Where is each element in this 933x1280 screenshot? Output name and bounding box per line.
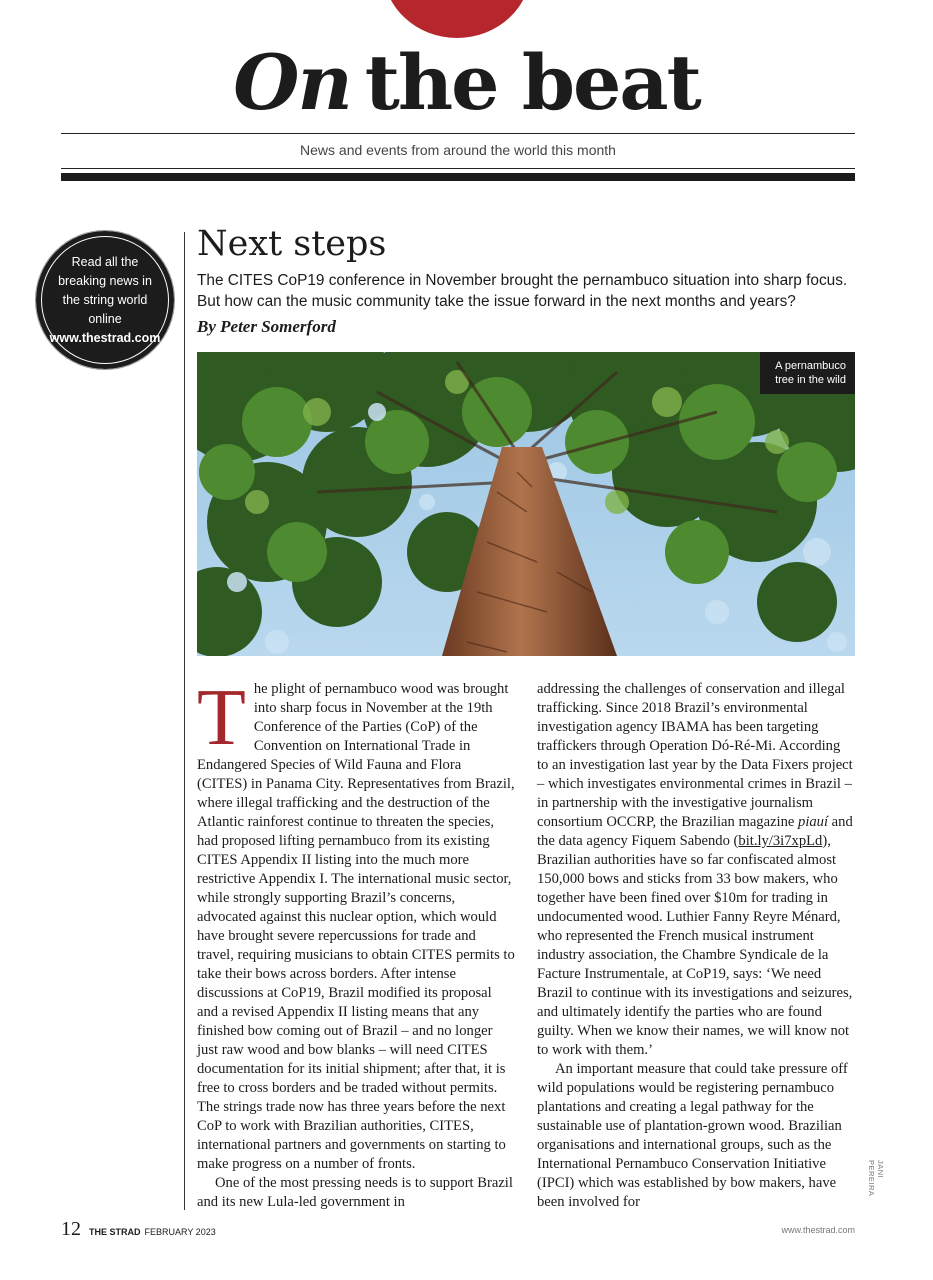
photo-credit: JANI PEREIRA bbox=[867, 1160, 885, 1197]
masthead-rule-thick bbox=[61, 173, 855, 181]
col2-paragraph-2: An important measure that could take pressure off wild populations would be registering pernambuco plantations and creating a legal pathway for the sustainable use of plantation-grown wood. Brazilian organisations and international groups, such as the International Pernambuco Conservation Initiative (IPCI) which was established by bow makers, have been involved for bbox=[537, 1061, 848, 1210]
section-masthead bbox=[0, 38, 933, 128]
col2-paragraph-1 bbox=[537, 680, 855, 1060]
page-folio bbox=[61, 1218, 216, 1241]
col1-paragraph-1: he plight of pernambuco wood was brought into sharp focus in November at the 19th Conference of the Parties (CoP) of the Convention on International Trade in Endangered Species of Wild Fauna and Flora (CITES) in Panama City. Representatives from Brazil, where illegal trafficking and the destruction of the Atlantic rainforest continue to threaten the species, had proposed lifting pernambuco from its existing CITES Appendix II listing into the much more restrictive Appendix I. The international music sector, while strongly supporting Brazil’s concerns, advocated against this nuclear option, which would have brought severe repercussions for trade and travel, requiring musicians to obtain CITES permits to take their bows across borders. After intense discussions at CoP19, Brazil modified its proposal and a revised Appendix II listing means that any finished bow coming out of Brazil – and no longer just raw wood and bow blanks – will need CITES documentation for its initial shipment; after that, it is free to cross borders and be traded without permits. The strings trade now has three years before the next CoP to work with Brazilian authorities, CITES, international partners and governments on starting to make progress on a number of fronts. bbox=[197, 681, 515, 1172]
col2-p1-part-c: ), Brazilian authorities have so far confiscated almost 150,000 bows and sticks from 33 bow makers, who together have been fined over $10m for trading in undocumented wood. Luthier Fanny Reyre Ménard, who represented the French musical instrument industry association, the Chambre Syndicale de la Facture Instrumentale, at CoP19, says: ‘We need Brazil to continue with its investigations and seizures, and ultimately identify the parties who are found guilty. When we know their names, we will know not to work with them.’ bbox=[537, 833, 853, 1058]
col2-p1-part-a: addressing the challenges of conservation and illegal trafficking. Since 2018 Brazil’s environmental investigation agency IBAMA has been targeting traffickers through Operation Dó-Ré-Mi. According to an investigation last year by the Data Fixers project – which investigates environmental crimes in Brazil – in partnership with the investigative journalism consortium OCCRP, the Brazilian magazine bbox=[537, 681, 853, 830]
masthead-rule-top bbox=[61, 133, 855, 134]
col2-p1-italic: piauí bbox=[798, 814, 829, 830]
short-link[interactable]: bit.ly/3i7xpLd bbox=[738, 833, 823, 849]
promo-url-link[interactable]: www.thestrad.com bbox=[49, 330, 161, 345]
photo-caption: A pernambuco tree in the wild bbox=[760, 352, 855, 394]
page-number: 12 bbox=[61, 1218, 81, 1240]
online-promo-badge[interactable] bbox=[36, 231, 174, 369]
issue-date: FEBRUARY 2023 bbox=[144, 1227, 216, 1237]
masthead-rule-bottom bbox=[61, 168, 855, 169]
article-headline: Next steps bbox=[197, 224, 387, 264]
promo-text: Read all the breaking news in the string world online bbox=[58, 254, 152, 326]
pernambuco-tree-photo bbox=[197, 352, 855, 656]
col1-paragraph-2: One of the most pressing needs is to support Brazil and its new Lula-led government in bbox=[197, 1175, 513, 1210]
article-byline: By Peter Somerford bbox=[197, 317, 336, 336]
article-standfirst: The CITES CoP19 conference in November brought the pernambuco situation into sharp focus. But how can the music community take the issue forward in the next months and years? bbox=[197, 272, 848, 310]
magazine-name: THE STRAD bbox=[89, 1227, 141, 1237]
promo-inner-ring bbox=[41, 236, 169, 364]
masthead-on: On bbox=[233, 38, 351, 127]
col2-p1-part-b: and the data agency Fiquem Sabendo ( bbox=[537, 814, 853, 849]
tree-illustration bbox=[197, 352, 855, 656]
article-column-2 bbox=[537, 680, 855, 1212]
article-column-1 bbox=[197, 674, 515, 1212]
section-tagline: News and events from around the world this month bbox=[300, 142, 616, 158]
dropcap: T bbox=[197, 674, 246, 762]
masthead-rest: the beat bbox=[364, 38, 700, 127]
red-disc-decoration bbox=[383, 0, 531, 38]
column-divider bbox=[184, 232, 185, 1210]
footer-url[interactable]: www.thestrad.com bbox=[781, 1225, 855, 1235]
